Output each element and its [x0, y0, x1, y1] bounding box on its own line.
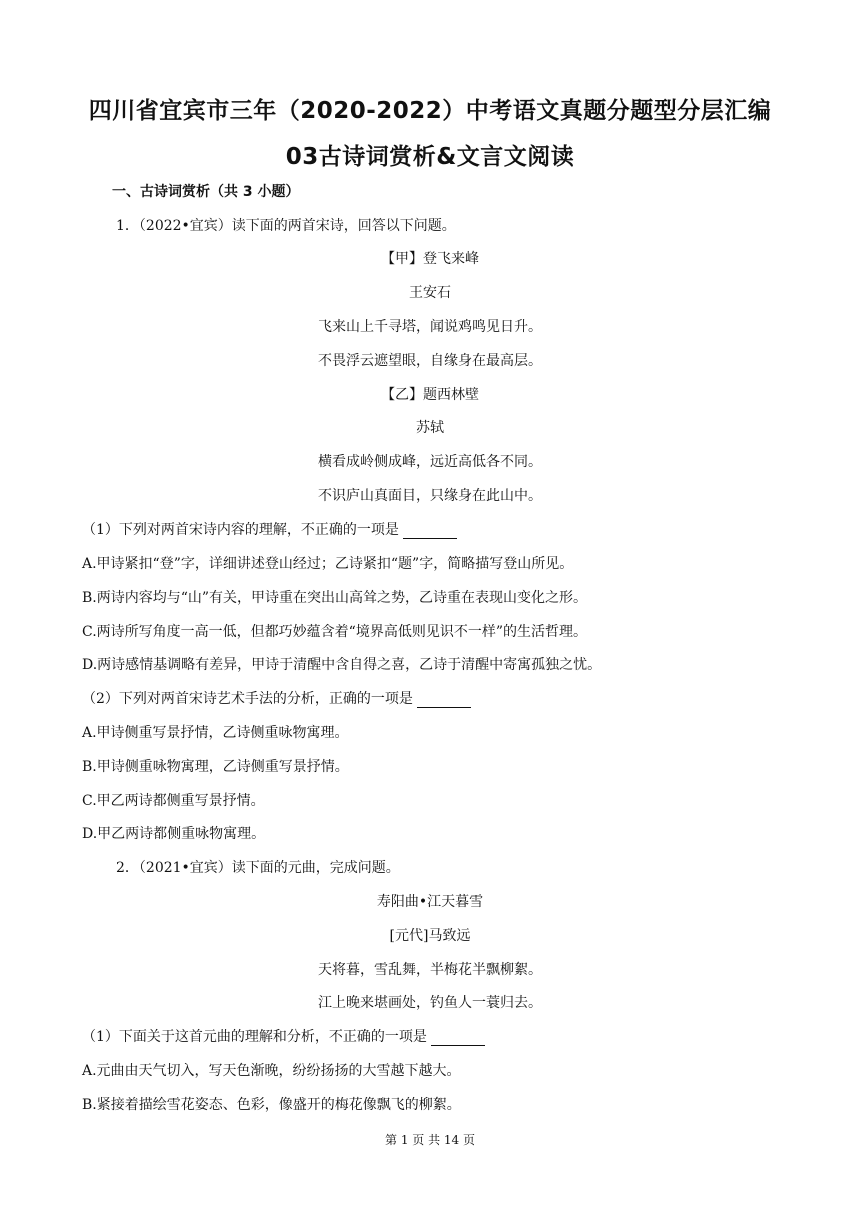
section-heading: 一、古诗词赏析（共 3 小题） [112, 184, 300, 200]
poem-b-line: 横看成岭侧成峰，远近高低各不同。 [318, 454, 542, 470]
poem-c-line: 江上晚来堪画处，钓鱼人一蓑归去。 [318, 995, 542, 1011]
question-1-sub1 [82, 519, 457, 539]
option-b: B.紧接着描绘雪花姿态、色彩，像盛开的梅花像飘飞的柳絮。 [82, 1097, 461, 1113]
question-text: （2）下列对两首宋诗艺术手法的分析，正确的一项是 [82, 691, 413, 707]
option-b: B.甲诗侧重咏物寓理，乙诗侧重写景抒情。 [82, 759, 349, 775]
poem-a-line: 飞来山上千寻塔，闻说鸡鸣见日升。 [318, 319, 542, 335]
poem-a-title: 【甲】登飞来峰 [381, 251, 479, 267]
option-a: A.甲诗侧重写景抒情，乙诗侧重咏物寓理。 [82, 725, 349, 741]
option-d: D.两诗感情基调略有差异，甲诗于清醒中含自得之喜，乙诗于清醒中寄寓孤独之忧。 [82, 657, 602, 673]
answer-blank[interactable] [431, 1031, 485, 1046]
answer-blank[interactable] [417, 693, 471, 708]
question-2-stem: 2．（2021•宜宾）读下面的元曲，完成问题。 [116, 860, 400, 876]
poem-c-title: 寿阳曲•江天暮雪 [376, 894, 484, 910]
poem-b-title: 【乙】题西林壁 [381, 387, 479, 403]
question-1-stem: 1．（2022•宜宾）读下面的两首宋诗，回答以下问题。 [116, 218, 456, 234]
page-footer: 第 1 页 共 14 页 [385, 1133, 475, 1147]
option-a: A.元曲由天气切入，写天色渐晚，纷纷扬扬的大雪越下越大。 [82, 1063, 461, 1079]
option-c: C.甲乙两诗都侧重写景抒情。 [82, 793, 265, 809]
question-text: （1）下面关于这首元曲的理解和分析，不正确的一项是 [82, 1029, 427, 1045]
option-a: A.甲诗紧扣“登”字，详细讲述登山经过；乙诗紧扣“题”字，简略描写登山所见。 [82, 556, 574, 572]
option-c: C.两诗所写角度一高一低，但都巧妙蕴含着“境界高低则见识不一样”的生活哲理。 [82, 624, 587, 640]
poem-c-author: [元代]马致远 [389, 928, 471, 944]
poem-c-line: 天将暮，雪乱舞，半梅花半飘柳絮。 [318, 962, 542, 978]
answer-blank[interactable] [403, 524, 457, 539]
poem-b-author: 苏轼 [416, 420, 444, 436]
poem-a-line: 不畏浮云遮望眼，自缘身在最高层。 [318, 353, 542, 369]
question-2-sub1 [82, 1026, 485, 1046]
question-text: （1）下列对两首宋诗内容的理解，不正确的一项是 [82, 522, 399, 538]
option-b: B.两诗内容均与“山”有关，甲诗重在突出山高耸之势，乙诗重在表现山变化之形。 [82, 590, 588, 606]
question-1-sub2 [82, 688, 471, 708]
document-title-line2: 03古诗词赏析&文言文阅读 [285, 144, 575, 170]
poem-b-line: 不识庐山真面目，只缘身在此山中。 [318, 488, 542, 504]
poem-a-author: 王安石 [409, 285, 451, 301]
document-title-line1: 四川省宜宾市三年（2020-2022）中考语文真题分题型分层汇编 [88, 98, 772, 124]
option-d: D.甲乙两诗都侧重咏物寓理。 [82, 826, 266, 842]
